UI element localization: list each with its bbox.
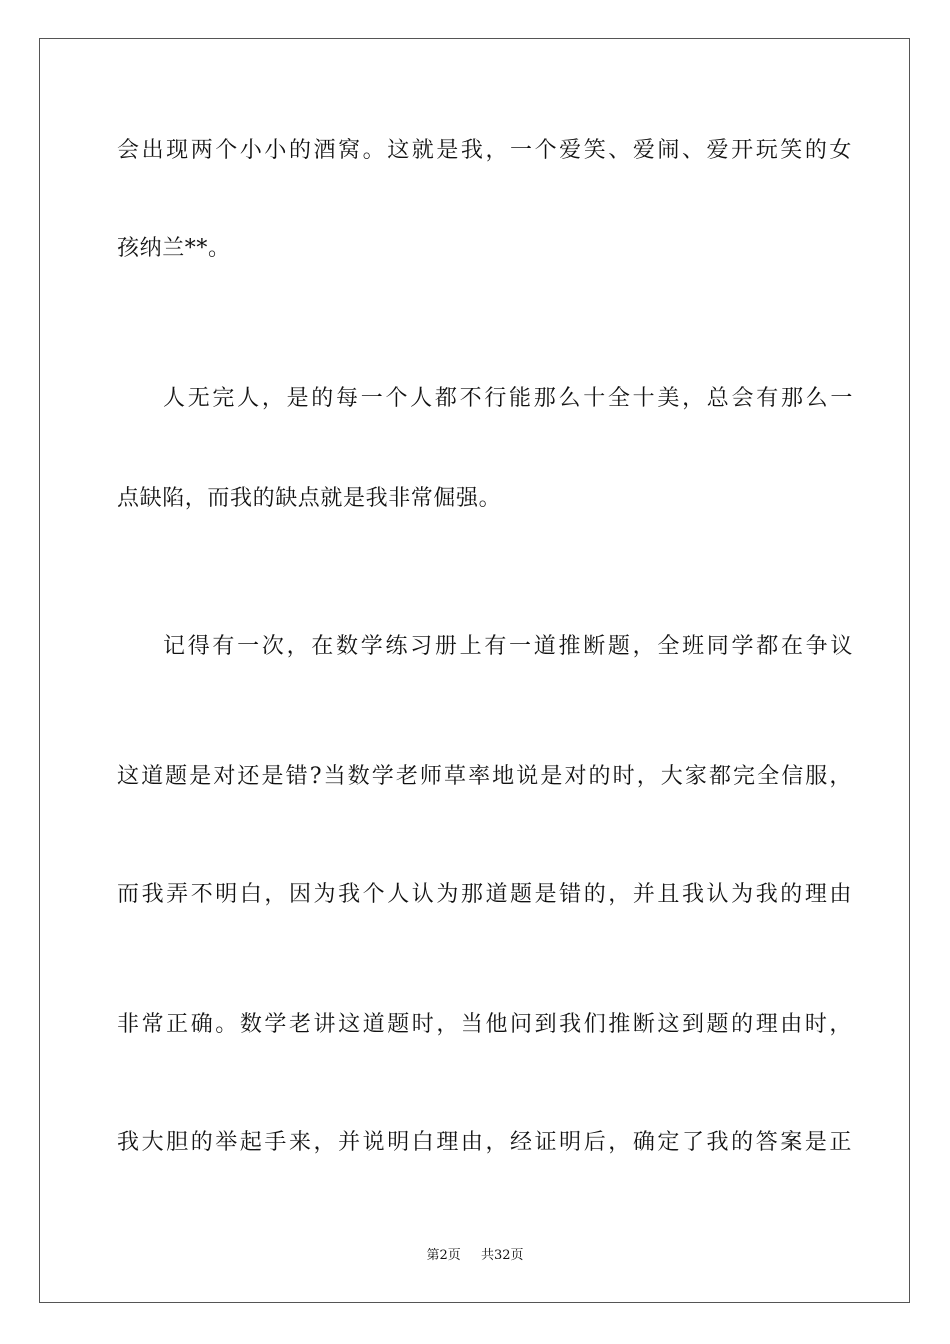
page-footer: [0, 1247, 950, 1265]
page-border: [39, 38, 910, 1303]
body-text-line: 我大胆的举起手来，并说明白理由，经证明后，确定了我的答案是正: [117, 1130, 852, 1155]
paragraph-start-line: 人无完人，是的每一个人都不行能那么十全十美，总会有那么一: [163, 386, 853, 411]
body-text-line: 非常正确。数学老讲这道题时，当他问到我们推断这到题的理由时，: [117, 1012, 852, 1037]
body-text-line: 这道题是对还是错?当数学老师草率地说是对的时，大家都完全信服，: [117, 764, 852, 789]
page-total: 共32页: [480, 1248, 524, 1263]
page-number: 第2页: [426, 1248, 461, 1263]
body-text-line: 而我弄不明白，因为我个人认为那道题是错的，并且我认为我的理由: [117, 882, 852, 907]
paragraph-start-line: 记得有一次，在数学练习册上有一道推断题，全班同学都在争议: [163, 634, 853, 659]
body-text-line: 点缺陷，而我的缺点就是我非常倔强。: [117, 486, 502, 511]
body-text-line: 会出现两个小小的酒窝。这就是我，一个爱笑、爱闹、爱开玩笑的女: [117, 138, 852, 163]
body-text-line: 孩纳兰**。: [117, 236, 231, 261]
